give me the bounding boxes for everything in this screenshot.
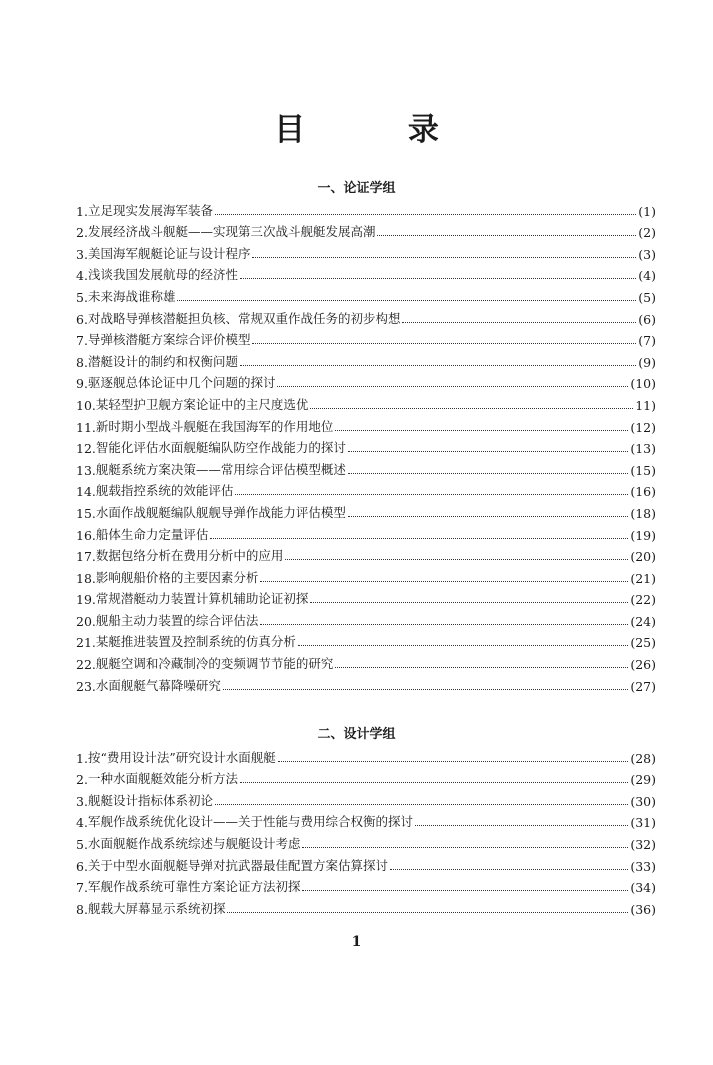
toc-entry-number: 19. (76, 592, 96, 608)
toc-entry-page: (12) (630, 419, 656, 435)
toc-dot-leader (390, 869, 628, 870)
toc-dot-leader (302, 890, 628, 891)
toc-entry-page: (19) (630, 527, 656, 543)
page-title: 目 录 (274, 112, 485, 148)
toc-entry (76, 197, 656, 219)
toc-entry-title: 影响舰船价格的主要因素分析 (95, 569, 259, 585)
toc-entry-title: 未来海战谁称雄 (87, 288, 176, 304)
toc-entry-title: 舰艇空调和冷藏制冷的变频调节节能的研究 (95, 656, 334, 672)
toc-dot-leader (240, 782, 628, 783)
toc-dot-leader (402, 322, 636, 323)
toc-entry-title: 某艇推进装置及控制系统的仿真分析 (95, 634, 296, 650)
toc-dot-leader (335, 667, 628, 668)
toc-entry (76, 629, 656, 651)
toc-entry (76, 348, 656, 370)
toc-entry-title: 舰艇系统方案决策——常用综合评估模型概述 (95, 461, 346, 477)
toc-entry (76, 521, 656, 543)
toc-entry-page: (13) (630, 441, 656, 457)
toc-entry (76, 564, 656, 586)
toc-entry-title: 水面舰艇作战系统综述与舰艇设计考虑 (87, 835, 301, 851)
toc-entry (76, 744, 656, 766)
toc-entry (76, 456, 656, 478)
toc-entry-number: 20. (76, 613, 96, 629)
toc-entry (76, 305, 656, 327)
toc-entry-page: (20) (630, 549, 656, 565)
toc-entry-number: 3. (76, 246, 88, 262)
toc-entry-title: 关于中型水面舰艇导弹对抗武器最佳配置方案估算探讨 (87, 857, 388, 873)
toc-dot-leader (377, 235, 636, 236)
toc-entry (76, 672, 656, 694)
toc-entry-number: 14. (76, 484, 96, 500)
toc-entry (76, 586, 656, 608)
toc-entry-title: 浅谈我国发展航母的经济性 (87, 267, 238, 283)
toc-entry-page: (25) (630, 635, 656, 651)
toc-entry-number: 8. (76, 901, 88, 917)
toc-dot-leader (415, 825, 628, 826)
toc-entry-number: 17. (76, 549, 96, 565)
toc-entry-title: 对战略导弹核潜艇担负核、常规双重作战任务的初步构想 (87, 310, 401, 326)
toc-entry (76, 787, 656, 809)
toc-entry-number: 9. (76, 376, 88, 392)
toc-entry-title: 驱逐舰总体论证中几个问题的探讨 (87, 375, 276, 391)
toc-entry-number: 13. (76, 462, 96, 478)
toc-entry (76, 327, 656, 349)
toc-dot-leader (215, 804, 628, 805)
toc-entry-page: (33) (630, 858, 656, 874)
toc-entry-page: (27) (630, 678, 656, 694)
toc-entry-page: 11) (635, 397, 656, 413)
toc-entry-page: (9) (638, 354, 656, 370)
toc-entry-title: 常规潜艇动力装置计算机辅助论证初探 (95, 591, 309, 607)
toc-entry-page: (22) (630, 592, 656, 608)
toc-entry-number: 6. (76, 858, 88, 874)
toc-entry-page: (21) (630, 570, 656, 586)
toc-entry-number: 1. (76, 203, 88, 219)
toc-entry-page: (6) (638, 311, 656, 327)
page-number: 1 (351, 934, 362, 950)
toc-entry-title: 数据包络分析在费用分析中的应用 (95, 548, 284, 564)
toc-entry (76, 809, 656, 831)
toc-entry-number: 10. (76, 397, 96, 413)
toc-dot-leader (348, 473, 628, 474)
toc-entry-title: 某轻型护卫舰方案论证中的主尺度选优 (95, 396, 309, 412)
toc-entry-number: 1. (76, 750, 88, 766)
toc-entry (76, 478, 656, 500)
toc-entry-number: 4. (76, 268, 88, 284)
toc-entry-page: (31) (630, 815, 656, 831)
toc-entry-title: 舰船主动力装置的综合评估法 (95, 612, 259, 628)
toc-entry-page: (7) (638, 333, 656, 349)
toc-entry-number: 5. (76, 289, 88, 305)
toc-dot-leader (298, 645, 628, 646)
toc-entry-number: 2. (76, 772, 88, 788)
toc-dot-leader (278, 761, 629, 762)
toc-entry-page: (3) (638, 246, 656, 262)
toc-dot-leader (252, 343, 636, 344)
toc-entry-number: 15. (76, 505, 96, 521)
toc-entry (76, 240, 656, 262)
toc-dot-leader (215, 214, 636, 215)
toc-dot-leader (177, 300, 636, 301)
toc-entry-page: (2) (638, 225, 656, 241)
toc-entry-number: 23. (76, 678, 96, 694)
toc-entry (76, 262, 656, 284)
toc-entry-title: 美国海军舰艇论证与设计程序 (87, 245, 251, 261)
toc-entry-page: (28) (630, 750, 656, 766)
toc-entry (76, 607, 656, 629)
toc-dot-leader (348, 451, 628, 452)
toc-dot-leader (252, 257, 636, 258)
toc-entry-page: (15) (630, 462, 656, 478)
toc-entry (76, 650, 656, 672)
toc-dot-leader (310, 408, 633, 409)
toc-entry-number: 22. (76, 657, 96, 673)
toc-entry-number: 7. (76, 333, 88, 349)
toc-entry-title: 一种水面舰艇效能分析方法 (87, 771, 238, 787)
toc-entry-title: 新时期小型战斗舰艇在我国海军的作用地位 (95, 418, 334, 434)
toc-entry-title: 发展经济战斗舰艇——实现第三次战斗舰艇发展高潮 (87, 224, 376, 240)
toc-entry-number: 16. (76, 527, 96, 543)
toc-entry (76, 766, 656, 788)
toc-entry (76, 895, 656, 917)
toc-entry (76, 852, 656, 874)
toc-entry-number: 6. (76, 311, 88, 327)
toc-entry-page: (24) (630, 613, 656, 629)
toc-entry-title: 船体生命力定量评估 (95, 526, 209, 542)
toc-dot-leader (285, 559, 628, 560)
toc-dot-leader (348, 516, 628, 517)
toc-dot-leader (260, 624, 628, 625)
toc-entry-page: (1) (638, 203, 656, 219)
toc-entry-number: 4. (76, 815, 88, 831)
toc-list-design (76, 744, 656, 917)
toc-entry-title: 按“费用设计法”研究设计水面舰艇 (87, 749, 276, 765)
toc-entry (76, 435, 656, 457)
toc-entry-page: (10) (630, 376, 656, 392)
toc-entry-number: 12. (76, 441, 96, 457)
toc-entry-number: 8. (76, 354, 88, 370)
toc-entry-page: (4) (638, 268, 656, 284)
toc-entry-number: 5. (76, 836, 88, 852)
toc-entry-number: 11. (76, 419, 96, 435)
toc-dot-leader (240, 365, 636, 366)
toc-dot-leader (302, 847, 628, 848)
toc-dot-leader (240, 278, 636, 279)
toc-entry (76, 543, 656, 565)
toc-entry-title: 舰艇设计指标体系初论 (87, 792, 213, 808)
toc-entry-title: 军舰作战系统优化设计——关于性能与费用综合权衡的探讨 (87, 814, 413, 830)
toc-entry-page: (32) (630, 836, 656, 852)
toc-entry (76, 283, 656, 305)
toc-entry-title: 舰载大屏幕显示系统初探 (87, 900, 226, 916)
toc-dot-leader (260, 581, 628, 582)
toc-entry (76, 874, 656, 896)
toc-entry-title: 舰载指控系统的效能评估 (95, 483, 234, 499)
toc-entry-title: 军舰作战系统可靠性方案论证方法初探 (87, 879, 301, 895)
toc-dot-leader (235, 494, 628, 495)
toc-entry-page: (34) (630, 880, 656, 896)
toc-entry-number: 21. (76, 635, 96, 651)
toc-entry-page: (18) (630, 505, 656, 521)
toc-dot-leader (277, 386, 628, 387)
toc-dot-leader (227, 912, 628, 913)
toc-entry-number: 18. (76, 570, 96, 586)
toc-entry-title: 导弹核潜艇方案综合评价模型 (87, 332, 251, 348)
section-heading-argumentation: 一、论证学组 (317, 181, 396, 196)
section-heading-design: 二、设计学组 (317, 727, 396, 742)
toc-dot-leader (335, 430, 628, 431)
toc-entry-page: (26) (630, 657, 656, 673)
toc-dot-leader (310, 602, 628, 603)
toc-entry-number: 3. (76, 793, 88, 809)
toc-entry-title: 潜艇设计的制约和权衡问题 (87, 353, 238, 369)
toc-entry (76, 391, 656, 413)
toc-entry-title: 智能化评估水面舰艇编队防空作战能力的探讨 (95, 440, 346, 456)
toc-entry-page: (30) (630, 793, 656, 809)
toc-dot-leader (223, 689, 628, 690)
toc-entry (76, 370, 656, 392)
toc-entry-page: (29) (630, 772, 656, 788)
toc-entry-number: 2. (76, 225, 88, 241)
toc-entry-title: 水面作战舰艇编队舰舰导弹作战能力评估模型 (95, 504, 346, 520)
toc-entry (76, 499, 656, 521)
toc-dot-leader (210, 538, 628, 539)
toc-entry (76, 413, 656, 435)
toc-entry (76, 830, 656, 852)
toc-entry (76, 219, 656, 241)
toc-entry-page: (5) (638, 289, 656, 305)
toc-entry-title: 水面舰艇气幕降噪研究 (95, 677, 221, 693)
toc-list-argumentation (76, 197, 656, 694)
toc-entry-page: (16) (630, 484, 656, 500)
toc-entry-number: 7. (76, 880, 88, 896)
toc-entry-page: (36) (630, 901, 656, 917)
toc-entry-title: 立足现实发展海军装备 (87, 202, 213, 218)
